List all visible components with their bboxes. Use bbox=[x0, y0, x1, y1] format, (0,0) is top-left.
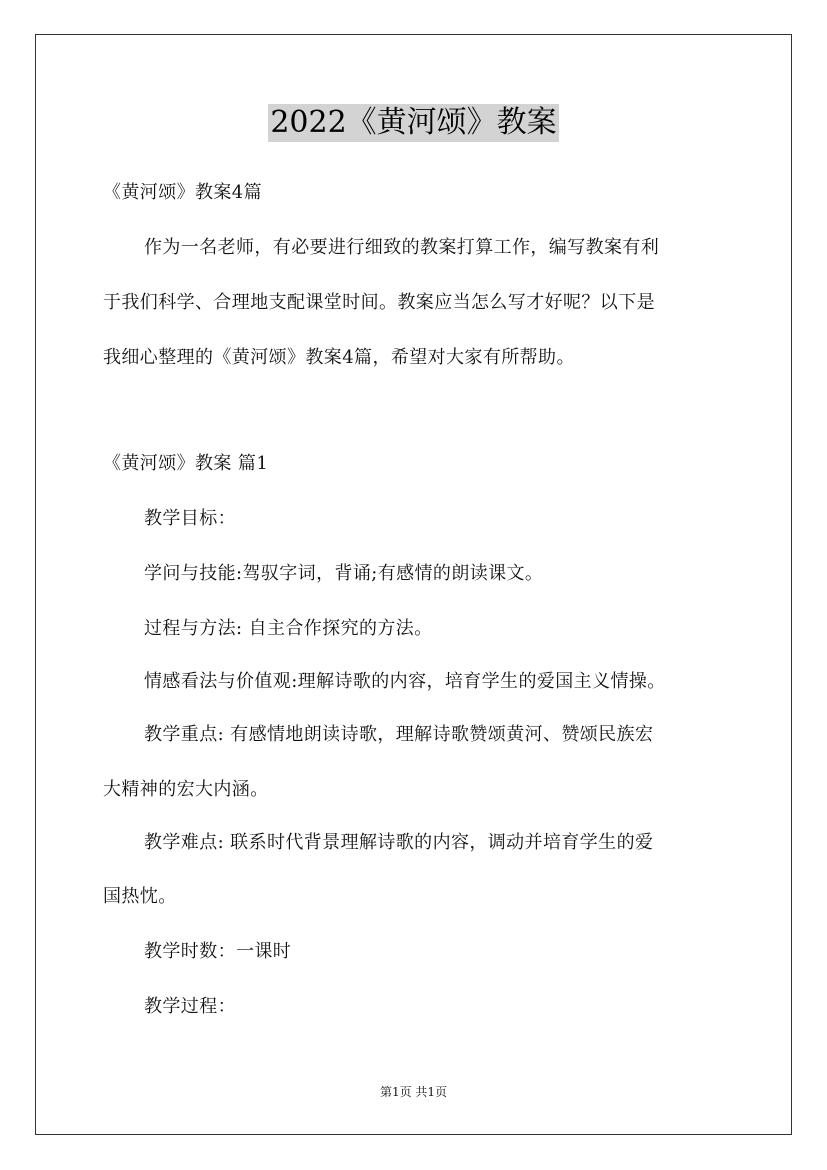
objective-knowledge: 学问与技能:驾驭字词，背诵;有感情的朗读课文。 bbox=[144, 563, 544, 584]
objective-emotion: 情感看法与价值观:理解诗歌的内容，培育学生的爱国主义情操。 bbox=[144, 671, 666, 692]
intro-heading: 《黄河颂》教案4篇 bbox=[103, 182, 263, 203]
intro-paragraph-line-1: 作为一名老师，有必要进行细致的教案打算工作，编写教案有利 bbox=[144, 237, 660, 258]
title-container bbox=[0, 104, 827, 142]
key-point-line-2: 大精神的宏大内涵。 bbox=[103, 779, 269, 800]
page-footer: 第1页 共1页 bbox=[379, 1085, 448, 1099]
section-heading: 《黄河颂》教案 篇1 bbox=[103, 453, 269, 474]
objectives-label: 教学目标： bbox=[144, 508, 236, 529]
objective-process: 过程与方法: 自主合作探究的方法。 bbox=[144, 618, 433, 639]
intro-paragraph-line-2: 于我们科学、合理地支配课堂时间。教案应当怎么写才好呢？以下是 bbox=[103, 292, 655, 313]
class-hours: 教学时数：一课时 bbox=[144, 941, 292, 962]
document-title: 2022《黄河颂》教案 bbox=[270, 105, 557, 140]
difficulty-line-2: 国热忱。 bbox=[103, 886, 177, 907]
difficulty-line-1: 教学难点: 联系时代背景理解诗歌的内容，调动并培育学生的爱 bbox=[144, 832, 654, 853]
key-point-line-1: 教学重点: 有感情地朗读诗歌，理解诗歌赞颂黄河、赞颂民族宏 bbox=[144, 724, 654, 745]
teaching-process-label: 教学过程： bbox=[144, 996, 236, 1017]
intro-paragraph-line-3: 我细心整理的《黄河颂》教案4篇，希望对大家有所帮助。 bbox=[103, 347, 575, 368]
